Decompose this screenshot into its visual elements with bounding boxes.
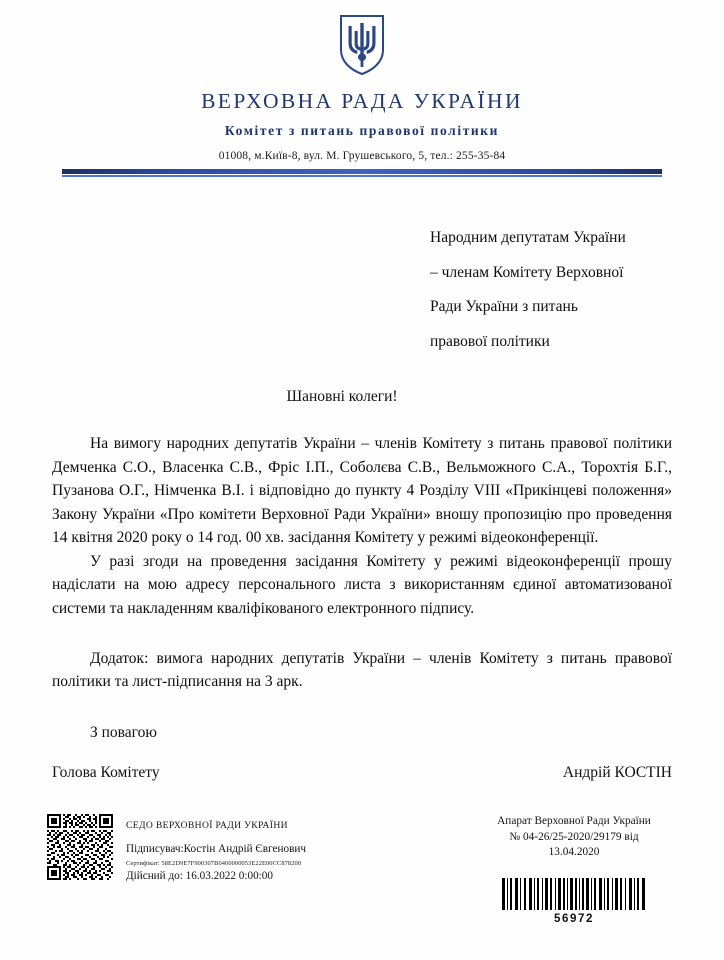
divider-thick-bar [62,169,662,174]
addressee-line-1: Народним депутатам України [430,228,626,246]
stamp-system-title: СЕДО ВЕРХОВНОЇ РАДИ УКРАЇНИ [126,820,288,831]
signer-position: Голова Комітету [52,763,160,781]
registration-block [458,814,690,861]
header-divider [62,169,662,177]
addressee-block [0,221,690,361]
document-body [52,432,672,693]
stamp-certificate: Сертифікат: 58E2D9E7F900307B0400000053E22E00CC878200 [126,859,302,867]
organization-title: ВЕРХОВНА РАДА УКРАЇНИ [201,89,523,113]
divider-thin-line [62,175,662,177]
registration-number: № 04-26/25-2020/29179 від [509,830,639,843]
organization-address: 01008, м.Київ-8, вул. М. Грушевського, 5, тел.: 255-35-84 [218,149,506,162]
barcode-icon [498,876,650,912]
signer-name: Андрій КОСТІН [562,763,672,781]
body-paragraph-1: На вимогу народних депутатів України – членів Комітету з питань правової політики Демченка С.О., Власенка С.В., Фріс І.П., Соболєва С.В., Вельможного С.А., Торохтія Б.Г., Пузанова О.Г., Німченка В.І. і відповідно до пункту 4 Розділу VIII «Прикінцеві положення» Закону України «Про комітети Верховної Ради України» вношу пропозицію про проведення 14 квітня 2020 року о 14 год. 00 хв. засідання Комітету у режимі відеоконференції. [52,435,672,547]
registration-date: 13.04.2020 [548,846,600,859]
salutation: Шановні колеги! [286,388,398,406]
closing-respect: З повагою [90,723,157,741]
barcode-block [458,876,690,925]
body-paragraph-3: Додаток: вимога народних депутатів України – членів Комітету з питань правової політики та лист-підписання на 3 арк. [52,649,672,691]
stamp-signer: Підписувач:Костін Андрій Євгенович [126,842,306,855]
signature-row [52,764,672,782]
letterhead [0,0,724,177]
ukraine-tryzub-emblem-icon [339,14,385,76]
addressee-line-2: – членам Комітету Верховної [430,263,624,281]
stamp-valid-until: Дійсний до: 16.03.2022 0:00:00 [126,869,273,882]
qr-code-icon [47,814,113,880]
addressee-line-3: Ради України з питань [430,298,578,316]
registration-office: Апарат Верховної Ради України [497,815,651,827]
body-paragraph-2: У разі згоди на проведення засідання Комітету у режимі відеоконференції прошу надіслати на мою адресу персонального листа з використанням єдиної автоматизованої системи та накладенням кваліфікованого електронного підпису. [52,552,672,617]
digital-signature-stamp [47,814,306,885]
committee-name: Комітет з питань правової політики [224,122,500,138]
closing-block [52,724,672,782]
addressee-line-4: правової політики [430,333,550,351]
document-footer [0,814,724,946]
stamp-text-block [126,814,306,885]
barcode-number: 56972 [554,913,594,925]
